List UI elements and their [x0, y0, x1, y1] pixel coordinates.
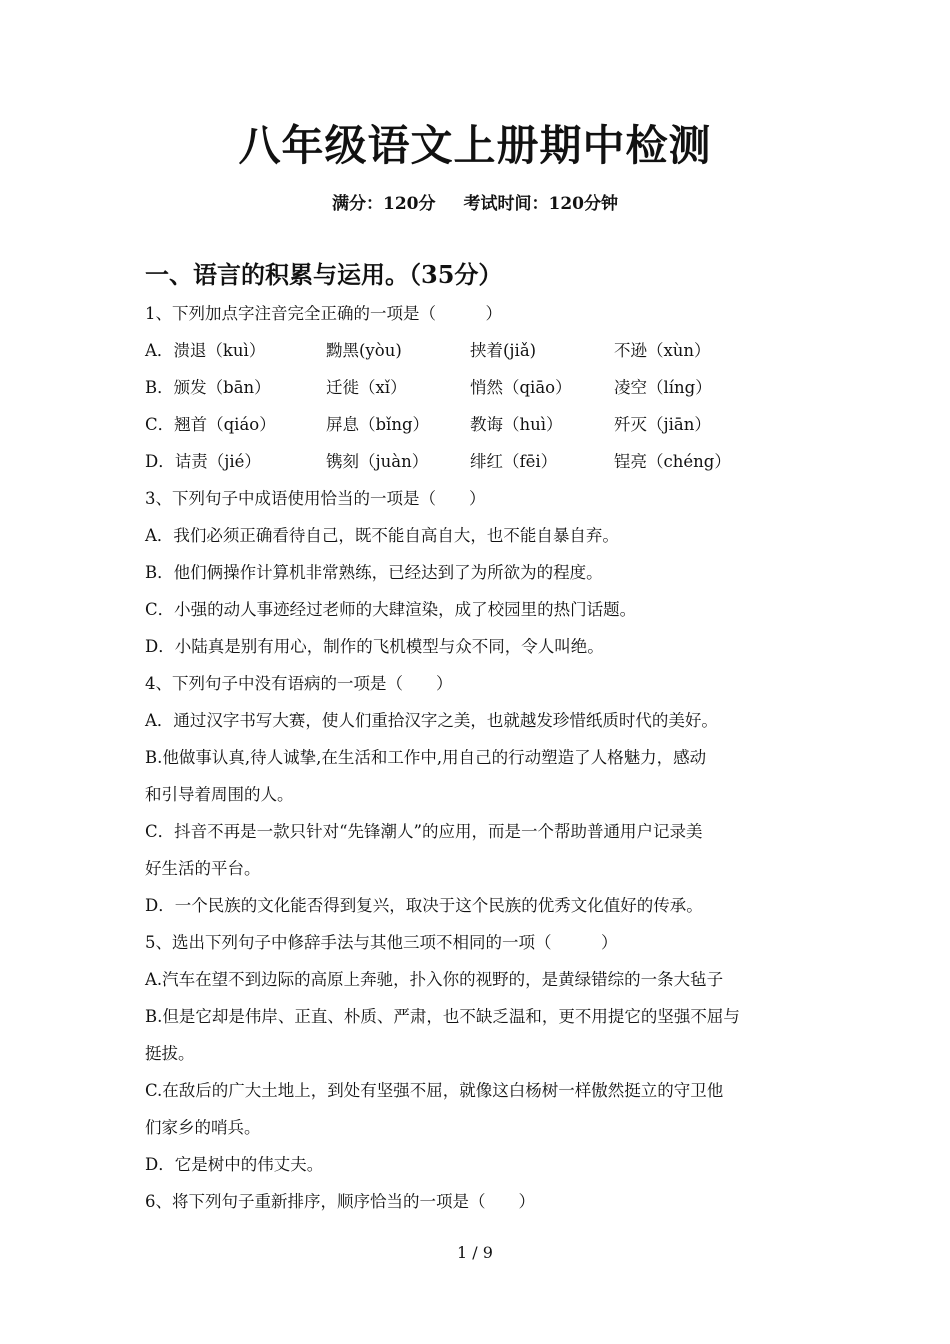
option-cell: 凌空（líng） [614, 378, 712, 397]
question-3-option-d: D．小陆真是别有用心，制作的飞机模型与众不同，令人叫绝。 [145, 637, 604, 656]
option-cell: 悄然（qiāo） [470, 378, 572, 397]
question-5-stem: 5、选出下列句子中修辞手法与其他三项不相同的一项（ ） [145, 933, 618, 952]
section-heading: 一、语言的积累与运用。（35分） [145, 260, 503, 289]
exam-info [0, 192, 950, 216]
question-5-option-b-cont: 挺拔。 [145, 1044, 195, 1063]
question-4-stem: 4、下列句子中没有语病的一项是（ ） [145, 674, 453, 693]
question-1-row-d [145, 445, 810, 482]
option-cell: 迁徙（xǐ） [326, 378, 407, 397]
question-4-option-a: A．通过汉字书写大赛，使人们重拾汉字之美，也就越发珍惜纸质时代的美好。 [145, 711, 718, 730]
option-cell: 镌刻（juàn） [326, 452, 429, 471]
option-cell: 教诲（huì） [470, 415, 563, 434]
question-4-option-c-cont: 好生活的平台。 [145, 859, 261, 878]
question-1-row-a [145, 334, 810, 371]
option-cell: 挟着(jiǎ) [470, 341, 537, 360]
option-cell: 歼灭（jiān） [614, 415, 711, 434]
option-cell: B．颁发（bān） [145, 378, 271, 397]
option-cell: D．诘责（jié） [145, 452, 261, 471]
option-cell: 锃亮（chéng） [614, 452, 731, 471]
question-3-option-a: A．我们必须正确看待自己，既不能自高自大，也不能自暴自弃。 [145, 526, 619, 545]
page-number: 1 / 9 [457, 1243, 493, 1262]
option-cell: 不逊（xùn） [614, 341, 711, 360]
question-3-option-c: C．小强的动人事迹经过老师的大肆渲染，成了校园里的热门话题。 [145, 600, 637, 619]
question-5-option-d: D．它是树中的伟丈夫。 [145, 1155, 324, 1174]
question-3-option-b: B．他们俩操作计算机非常熟练，已经达到了为所欲为的程度。 [145, 563, 603, 582]
questions [145, 297, 810, 1222]
question-4-option-c: C．抖音不再是一款只针对“先锋潮人”的应用，而是一个帮助普通用户记录美 [145, 822, 703, 841]
option-cell: C．翘首（qiáo） [145, 415, 276, 434]
question-5-option-a: A.汽车在望不到边际的高原上奔驰，扑入你的视野的，是黄绿错综的一条大毡子 [145, 970, 724, 989]
question-5-option-b: B.但是它却是伟岸、正直、朴质、严肃，也不缺乏温和，更不用提它的坚强不屈与 [145, 1007, 740, 1026]
question-6-stem: 6、将下列句子重新排序，顺序恰当的一项是（ ） [145, 1192, 535, 1211]
question-1-row-c [145, 408, 810, 445]
question-1-row-b [145, 371, 810, 408]
option-cell: A．溃退（kuì） [145, 341, 266, 360]
option-cell: 黝黑(yòu) [326, 341, 402, 360]
option-cell: 绯红（fēi） [470, 452, 558, 471]
exam-time: 考试时间：120分钟 [463, 194, 618, 214]
question-5-option-c-cont: 们家乡的哨兵。 [145, 1118, 261, 1137]
question-1-stem: 1、下列加点字注音完全正确的一项是（ ） [145, 304, 502, 323]
question-4-option-b-cont: 和引导着周围的人。 [145, 785, 294, 804]
full-score: 满分：120分 [332, 194, 436, 214]
question-5-option-c: C.在敌后的广大土地上，到处有坚强不屈，就像这白杨树一样傲然挺立的守卫他 [145, 1081, 724, 1100]
question-4-option-b: B.他做事认真,待人诚挚,在生活和工作中,用自己的行动塑造了人格魅力，感动 [145, 748, 707, 767]
question-3-stem: 3、下列句子中成语使用恰当的一项是（ ） [145, 489, 486, 508]
page-title: 八年级语文上册期中检测 [238, 121, 712, 170]
option-cell: 屏息（bǐng） [326, 415, 430, 434]
question-4-option-d: D．一个民族的文化能否得到复兴，取决于这个民族的优秀文化值好的传承。 [145, 896, 703, 915]
